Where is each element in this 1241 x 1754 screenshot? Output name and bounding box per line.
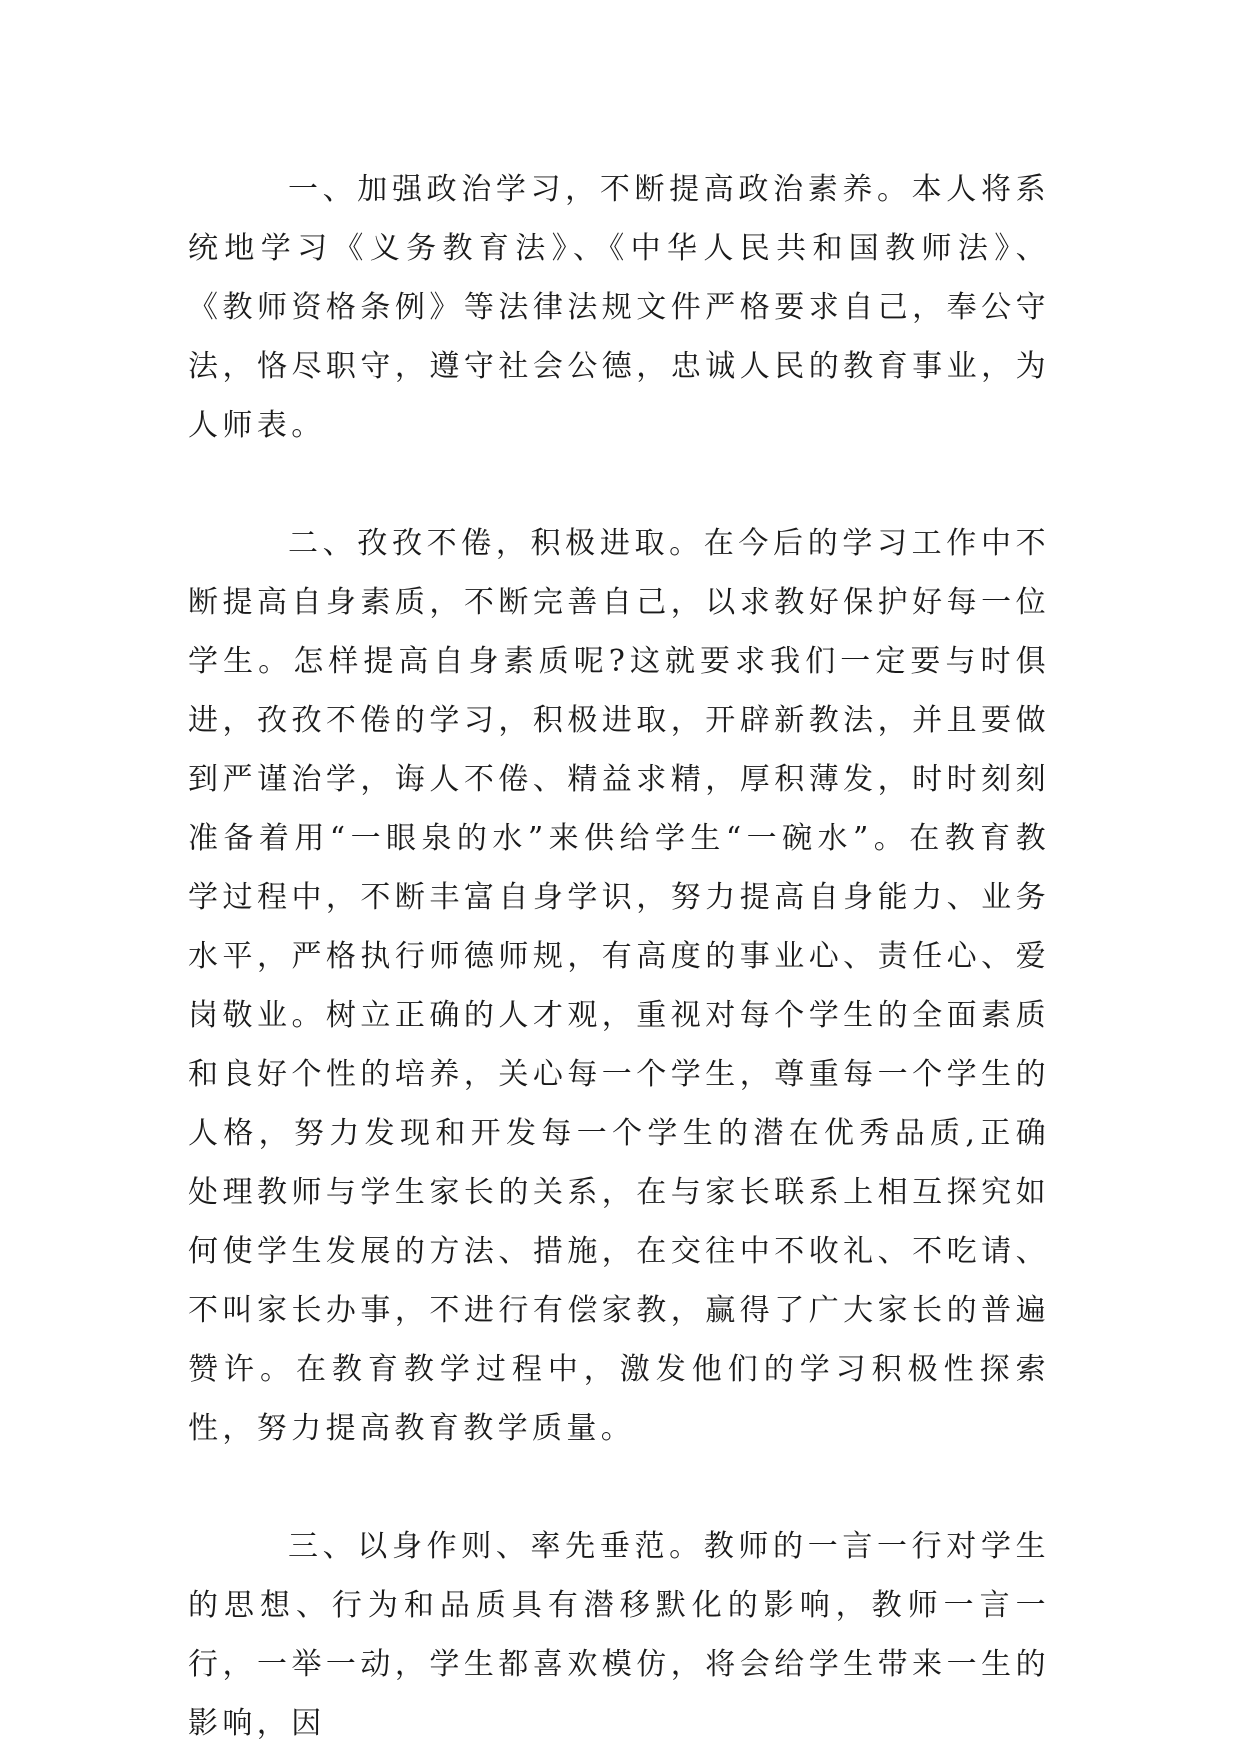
document-body <box>188 160 1050 1753</box>
paragraph-diligent-progress: 二、孜孜不倦，积极进取。在今后的学习工作中不断提高自身素质，不断完善自己，以求教好保护好每一位学生。怎样提高自身素质呢?这就要求我们一定要与时俱进，孜孜不倦的学习，积极进取，开辟新教法，并且要做到严谨治学，诲人不倦、精益求精，厚积薄发，时时刻刻准备着用“一眼泉的水”来供给学生“一碗水”。在教育教学过程中，不断丰富自身学识，努力提高自身能力、业务水平，严格执行师德师规，有高度的事业心、责任心、爱岗敬业。树立正确的人才观，重视对每个学生的全面素质和良好个性的培养，关心每一个学生，尊重每一个学生的人格，努力发现和开发每一个学生的潜在优秀品质,正确处理教师与学生家长的关系，在与家长联系上相互探究如何使学生发展的方法、措施，在交往中不收礼、不吃请、不叫家长办事，不进行有偿家教，赢得了广大家长的普遍赞许。在教育教学过程中，激发他们的学习积极性探索性，努力提高教育教学质量。 <box>188 526 1050 1446</box>
paragraph-lead-by-example: 三、以身作则、率先垂范。教师的一言一行对学生的思想、行为和品质具有潜移默化的影响，教师一言一行，一举一动，学生都喜欢模仿，将会给学生带来一生的影响，因 <box>188 1529 1050 1741</box>
paragraph-political-study: 一、加强政治学习，不断提高政治素养。本人将系统地学习《义务教育法》、《中华人民共和国教师法》、《教师资格条例》等法律法规文件严格要求自己，奉公守法，恪尽职守，遵守社会公德，忠诚人民的教育事业，为人师表。 <box>188 172 1050 443</box>
